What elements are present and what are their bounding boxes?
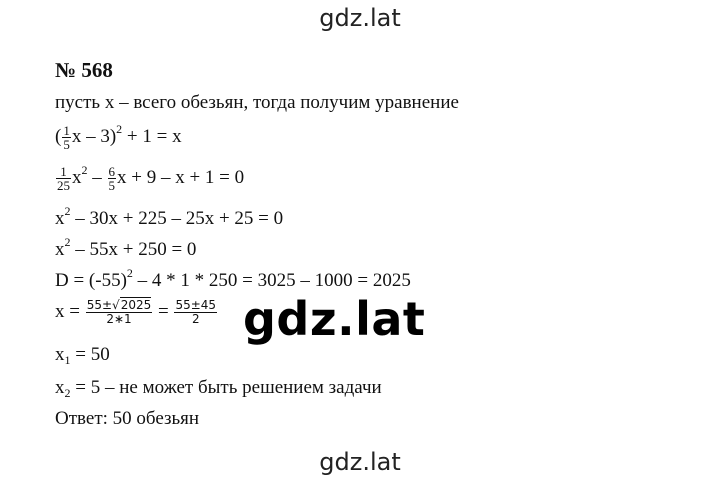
x1-var: x [55,344,65,365]
eq4-exponent: 2 [64,235,71,249]
frac-num: 55±45 [175,298,217,312]
eq5-exponent: 2 [126,266,133,280]
frac-den: 2 [174,312,217,326]
frac-num: 1 [60,164,67,180]
eq4-rest: – 55x + 250 = 0 [70,239,197,260]
roots-formula-line [55,299,218,326]
equation-2 [55,163,244,192]
frac-num [86,299,153,312]
fraction-six-fifths [108,165,117,192]
frac-den: 25 [57,178,70,194]
equation-4 [55,235,196,261]
fraction-one-25th [56,165,71,192]
x1-rest: = 50 [70,344,110,365]
eq5-rest: – 4 * 1 * 250 = 3025 – 1000 = 2025 [132,270,411,291]
fraction-root-values [174,299,217,326]
fraction-root-formula [86,299,153,326]
equation-3 [55,204,283,230]
sqrt-sign: √ [112,298,120,312]
eq2-rest: x + 9 – x + 1 = 0 [117,167,245,188]
discriminant-line [55,266,411,292]
root-x1-line [55,344,110,368]
eq1-open: ( [55,126,62,147]
frac-num: 6 [108,164,115,180]
x2-rest: = 5 – не может быть решением задачи [70,377,382,398]
frac-den: 2∗1 [86,312,153,326]
eq3-rest: – 30x + 225 – 25x + 25 = 0 [70,208,284,229]
eq6-equals: = [153,300,174,322]
eq2-exponent: 2 [81,163,88,177]
eq6-start: x = [55,300,85,322]
x1-subscript: 1 [64,353,71,367]
problem-number: № 568 [55,58,113,82]
fraction-one-fifth [62,124,71,151]
intro-line: пусть x – всего обезьян, тогда получим уравнение [55,92,459,113]
eq1-exponent: 2 [116,122,123,136]
frac-num-a: 55± [86,298,113,312]
eq2-minus: – [87,167,107,188]
frac-num: 1 [63,123,70,139]
equation-1 [55,122,182,151]
eq2-x: x [72,167,82,188]
x2-var: x [55,377,65,398]
eq1-mid: x – 3) [71,126,117,147]
frac-den: 5 [108,178,115,194]
eq1-rest: + 1 = x [122,126,182,147]
eq3-exponent: 2 [64,204,71,218]
root-x2-line [55,377,382,401]
watermark-middle: gdz.lat [243,292,426,346]
eq3-x: x [55,208,65,229]
watermark-bottom: gdz.lat [319,448,401,476]
frac-den: 5 [63,137,70,153]
eq5-start: D = (-55) [55,270,127,291]
answer-line: Ответ: 50 обезьян [55,408,200,429]
eq4-x: x [55,239,65,260]
x2-subscript: 2 [64,386,71,400]
sqrt-radicand: 2025 [120,298,152,312]
watermark-top: gdz.lat [319,4,401,32]
